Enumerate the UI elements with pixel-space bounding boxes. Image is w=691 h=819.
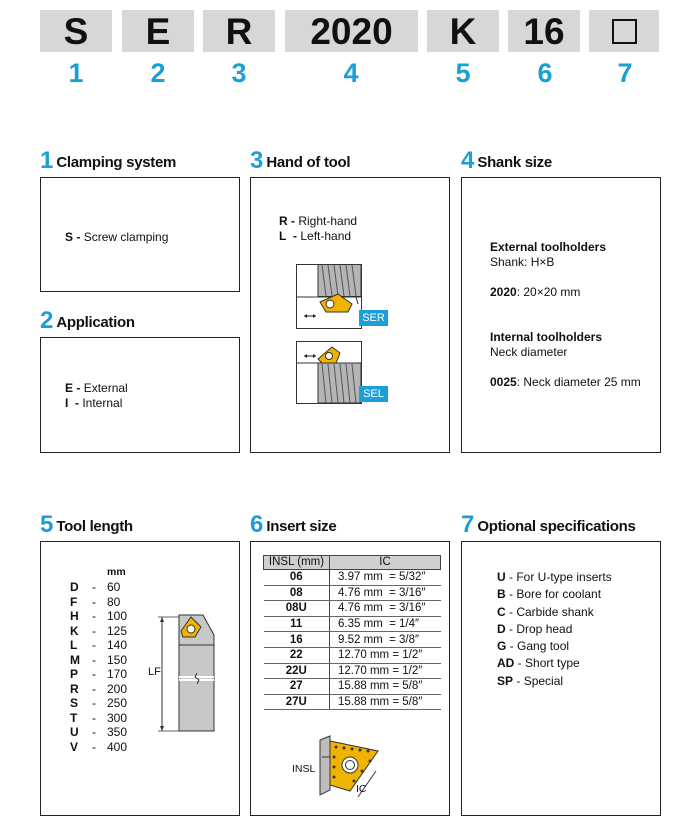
ic-label: IC [356, 783, 367, 795]
code-number: 3 [231, 58, 247, 88]
length-dashes: - - - - - - - - - - - - [92, 580, 96, 754]
code-number: 6 [537, 58, 553, 88]
code-box-clamping: S [40, 10, 112, 52]
clamping-item: S - Screw clamping [65, 230, 169, 244]
section-title-clamping: 1 Clamping system [40, 147, 177, 174]
code-number: 5 [455, 58, 471, 88]
shank-box [461, 177, 661, 453]
sel-badge: SEL [359, 386, 388, 402]
list-item: D - Drop head [497, 621, 573, 636]
table-row: 08 4.76 mm = 3/16″ [264, 585, 441, 601]
external-title: External toolholders [490, 240, 607, 254]
hand-item: R - Right-hand [279, 214, 358, 228]
list-item: B - Bore for coolant [497, 587, 602, 602]
code-box-hand: R [203, 10, 275, 52]
length-codes: D F H K L M P R S T U V [70, 580, 80, 754]
internal-sub: Neck diameter [490, 345, 568, 359]
table-header: INSL (mm) [264, 556, 330, 570]
code-number: 4 [343, 58, 359, 88]
code-box-shank: 2020 [285, 10, 418, 52]
code-box-optional [589, 10, 659, 52]
application-box [40, 337, 240, 453]
application-item: I - Internal [65, 396, 123, 410]
section-title-optional: 7 Optional specifications [461, 511, 636, 538]
clamping-box [40, 177, 240, 292]
code-number: 1 [68, 58, 84, 88]
external-sub: Shank: H×B [490, 255, 555, 269]
table-row: 22U 12.70 mm = 1/2″ [264, 663, 441, 679]
list-item: AD - Short type [497, 656, 580, 671]
section-title-application: 2 Application [40, 307, 135, 334]
internal-title: Internal toolholders [490, 330, 603, 344]
list-item: G - Gang tool [497, 639, 570, 654]
tool-length-box [40, 541, 240, 816]
list-item: C - Carbide shank [497, 604, 594, 619]
section-title-shank: 4 Shank size [461, 147, 552, 174]
length-values: 60 80 100 125 140 150 170 200 250 300 350 400 [107, 580, 128, 754]
table-row: 27U 15.88 mm = 5/8″ [264, 694, 441, 710]
empty-square-icon [612, 19, 637, 44]
hand-item: L - Left-hand [279, 229, 352, 243]
left-hand-tool-diagram [296, 341, 406, 411]
code-box-length: K [427, 10, 499, 52]
unit-label: mm [107, 566, 126, 578]
table-row: 22 12.70 mm = 1/2″ [264, 647, 441, 663]
right-hand-tool-diagram [296, 264, 406, 344]
section-title-hand: 3 Hand of tool [250, 147, 351, 174]
list-item: U - For U-type inserts [497, 570, 612, 584]
code-number: 2 [150, 58, 166, 88]
insert-diagram [310, 735, 400, 805]
table-row: 11 6.35 mm = 1/4″ [264, 616, 441, 632]
table-row: 27 15.88 mm = 5/8″ [264, 679, 441, 695]
code-box-application: E [122, 10, 194, 52]
ser-badge: SER [359, 310, 388, 326]
insl-label: INSL [292, 763, 316, 775]
optional-box [461, 541, 661, 816]
optional-list [497, 569, 612, 690]
section-title-tool-length: 5 Tool length [40, 511, 133, 538]
table-row: 08U 4.76 mm = 3/16″ [264, 601, 441, 617]
external-example: 2020: 20×20 mm [490, 285, 581, 299]
table-header: IC [330, 556, 441, 570]
internal-example: 0025: Neck diameter 25 mm [490, 375, 641, 389]
code-number: 7 [617, 58, 633, 88]
table-row: 16 9.52 mm = 3/8″ [264, 632, 441, 648]
section-title-insert-size: 6 Insert size [250, 511, 337, 538]
application-item: E - External [65, 381, 128, 395]
list-item: SP - Special [497, 673, 564, 688]
insert-size-table [263, 555, 441, 710]
code-box-insert: 16 [508, 10, 580, 52]
lf-label: LF [148, 666, 161, 678]
hand-box [250, 177, 450, 453]
table-row: 06 3.97 mm = 5/32″ [264, 570, 441, 586]
